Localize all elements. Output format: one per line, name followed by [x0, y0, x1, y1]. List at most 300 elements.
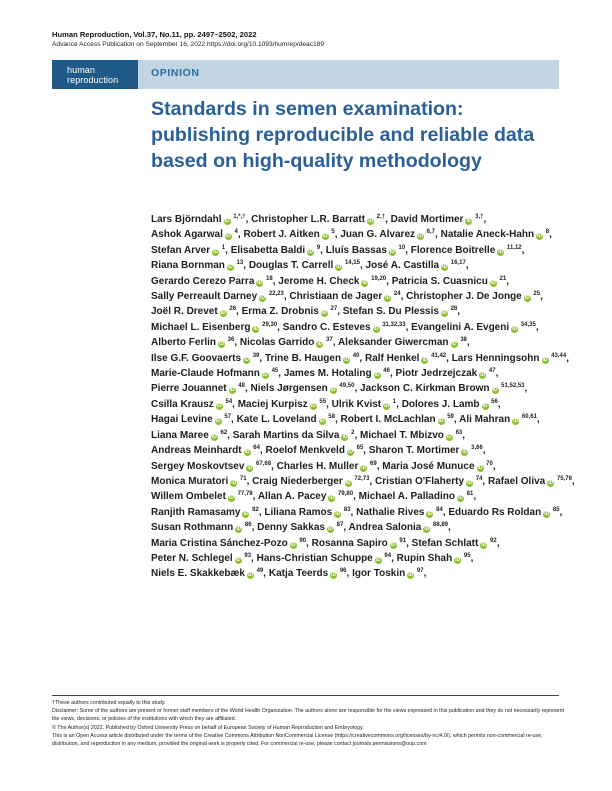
author-name: Christopher L.R. Barratt: [251, 214, 366, 225]
affiliation-marker: 39: [251, 352, 260, 359]
author-name: Csilla Krausz: [151, 398, 214, 410]
affiliation-marker: 1: [391, 398, 397, 405]
affiliation-marker: 40: [351, 352, 360, 359]
author-name: Maciej Kurpisz: [237, 398, 308, 410]
orcid-icon[interactable]: iD: [467, 479, 473, 486]
affiliation-marker: 6,7: [425, 229, 436, 236]
orcid-icon[interactable]: iD: [227, 264, 233, 271]
author-entry: Lars Henningsohn iD $^{43,44}$,: [451, 352, 569, 364]
affiliation-marker: 43,44: [549, 352, 567, 359]
orcid-icon[interactable]: iD: [466, 218, 472, 224]
orcid-icon[interactable]: iD: [361, 464, 367, 471]
affiliation-marker: 55: [317, 398, 327, 405]
author-entry: Rosanna Sapiro iD $^{91}$,: [311, 537, 409, 549]
author-name: Erma Z. Drobnis: [241, 306, 319, 318]
orcid-icon[interactable]: iD: [368, 218, 374, 224]
affiliation-marker: 70: [484, 460, 493, 467]
orcid-icon[interactable]: iD: [362, 279, 368, 286]
footnotes: [52, 699, 564, 748]
author-name: Ralf Henkel: [364, 352, 420, 364]
author-entry: Liana Maree iD $^{62}$,: [151, 429, 230, 441]
author-name: Sharon T. Mortimer: [368, 445, 460, 457]
footnote-paragraph: †These authors contributed equally to this study.: [52, 700, 166, 706]
author-name: Cristian O'Flaherty: [374, 475, 465, 487]
author-entry: Katja Teerds iD $^{96}$,: [268, 568, 350, 580]
author-name: Rafael Oliva: [487, 475, 546, 487]
author-name: Christiaan de Jager: [289, 291, 383, 303]
author-name: Douglas T. Carrell: [248, 260, 334, 272]
author-entry: Gerardo Cerezo Parra iD $^{18}$,: [151, 275, 276, 287]
orcid-icon[interactable]: iD: [253, 325, 259, 332]
affiliation-marker: 74: [474, 475, 483, 482]
orcid-icon[interactable]: iD: [235, 556, 241, 563]
orcid-icon[interactable]: iD: [225, 233, 231, 240]
orcid-icon[interactable]: iD: [384, 402, 390, 409]
author-name: Susan Rothmann: [151, 522, 234, 534]
author-entry: Igor Toskin iD $^{97}$,: [352, 568, 427, 580]
author-name: Monica Muratori: [151, 475, 229, 487]
author-entry: Kate L. Loveland iD $^{58}$,: [236, 414, 338, 426]
affiliation-marker: 16,17: [449, 260, 466, 267]
orcid-icon[interactable]: iD: [215, 418, 221, 425]
orcid-icon[interactable]: iD: [344, 356, 350, 363]
author-name: Nathalie Rives: [356, 506, 425, 518]
author-name: Ilse G.F. Goovaerts: [151, 352, 242, 364]
orcid-icon[interactable]: iD: [446, 433, 452, 440]
author-entry: Piotr Jedrzejczak iD $^{47}$,: [395, 368, 499, 380]
orcid-icon[interactable]: iD: [231, 479, 237, 486]
affiliation-marker: 92: [488, 537, 497, 544]
affiliation-marker: 95: [462, 552, 471, 559]
author-name: Craig Niederberger: [252, 475, 343, 487]
orcid-icon[interactable]: iD: [262, 372, 268, 379]
orcid-icon[interactable]: iD: [322, 233, 328, 240]
orcid-icon[interactable]: iD: [216, 402, 222, 409]
author-name: Ranjith Ramasamy: [151, 506, 241, 518]
author-entry: Marie-Claude Hofmann iD $^{45}$,: [151, 368, 282, 380]
affiliation-marker: 48: [236, 383, 245, 390]
affiliation-marker: 21: [497, 275, 507, 282]
author-entry: Ranjith Ramasamy iD $^{82}$,: [151, 506, 262, 518]
author-name: Robert J. Aitken: [243, 229, 320, 241]
author-name: Sally Perreault Darney: [151, 291, 258, 303]
affiliation-marker: 26: [227, 306, 237, 313]
orcid-icon[interactable]: iD: [213, 248, 219, 255]
affiliation-marker: 28: [448, 306, 458, 313]
author-entry: Erma Z. Drobnis iD $^{27}$,: [241, 306, 340, 318]
author-entry: Sergey Moskovtsev iD $^{67,68}$,: [151, 460, 274, 472]
author-name: Lars Henningsohn: [451, 352, 540, 364]
orcid-icon[interactable]: iD: [542, 356, 548, 363]
author-entry: Sandro C. Esteves iD $^{31,32,33}$,: [282, 321, 409, 333]
author-name: Christopher J. De Jonge: [406, 291, 522, 303]
affiliation-marker: 11,12: [505, 244, 522, 251]
author-entry: Maciej Kurpisz iD $^{55}$,: [237, 398, 329, 410]
affiliation-marker: 71: [238, 475, 247, 482]
author-name: Florence Boitrelle: [410, 244, 496, 256]
affiliation-marker: 97: [415, 568, 424, 575]
author-entry: Evangelini A. Evgeni iD $^{34,35}$,: [411, 321, 539, 333]
author-entry: Liliana Ramos iD $^{83}$,: [264, 506, 354, 518]
author-entry: Trine B. Haugen iD $^{40}$,: [264, 352, 363, 364]
author-entry: Craig Niederberger iD $^{72,73}$,: [252, 475, 373, 487]
author-entry: Allan A. Pacey iD $^{79,80}$,: [257, 491, 356, 503]
orcid-icon[interactable]: iD: [236, 526, 242, 533]
author-entry: Cristian O'Flaherty iD $^{74}$,: [374, 475, 486, 487]
affiliation-marker: 31,32,33: [380, 321, 406, 328]
author-entry: Christopher L.R. Barratt iD $^{2,\dagger}$,: [251, 214, 388, 225]
author-name: Gerardo Cerezo Parra: [151, 275, 255, 287]
affiliation-marker: 96: [338, 568, 347, 575]
affiliation-marker: 1,*,†: [231, 214, 246, 220]
orcid-icon[interactable]: iD: [220, 310, 226, 317]
affiliation-marker: 94: [382, 552, 392, 559]
affiliation-marker: 10: [396, 244, 406, 251]
orcid-icon[interactable]: iD: [374, 372, 380, 379]
orcid-icon[interactable]: iD: [544, 510, 550, 517]
author-entry: Susan Rothmann iD $^{86}$,: [151, 522, 255, 534]
affiliation-marker: 82: [250, 506, 259, 513]
affiliation-marker: 79,80: [336, 491, 354, 498]
affiliation-marker: 84: [434, 506, 443, 513]
author-entry: Jerome H. Check iD $^{19,20}$,: [278, 275, 389, 287]
orcid-icon[interactable]: iD: [548, 479, 554, 486]
affiliation-marker: 64: [251, 445, 260, 452]
author-name: Ulrik Kvist: [331, 398, 382, 410]
orcid-icon[interactable]: iD: [331, 572, 337, 579]
orcid-icon[interactable]: iD: [347, 449, 353, 456]
author-entry: Andreas Meinhardt iD $^{64}$,: [151, 445, 263, 457]
author-entry: Michael L. Eisenberg iD $^{29,30}$,: [151, 321, 280, 333]
affiliation-marker: 67,68: [254, 460, 272, 467]
orcid-icon[interactable]: iD: [247, 464, 253, 471]
author-entry: Stefan Schlatt iD $^{92}$,: [411, 537, 500, 549]
affiliation-marker: 63: [453, 429, 463, 436]
author-name: Evangelini A. Evgeni: [411, 321, 510, 333]
author-entry: Charles H. Muller iD $^{69}$,: [276, 460, 380, 472]
orcid-icon[interactable]: iD: [327, 526, 333, 533]
author-name: Lluís Bassas: [325, 244, 387, 256]
affiliation-marker: 90: [297, 537, 307, 544]
affiliation-marker: 29,30: [260, 321, 278, 328]
author-entry: Natalie Aneck-Hahn iD $^8$,: [440, 229, 552, 241]
affiliation-marker: 46: [381, 368, 390, 375]
author-entry: Florence Boitrelle iD $^{11,12}$,: [410, 244, 525, 256]
author-name: Niels E. Skakkebæk: [151, 568, 245, 580]
orcid-icon[interactable]: iD: [247, 572, 253, 579]
author-entry: Sarah Martins da Silva iD $^2$,: [232, 429, 358, 441]
affiliation-marker: 1: [220, 244, 226, 251]
orcid-icon[interactable]: iD: [513, 418, 519, 425]
author-name: Stefan Schlatt: [411, 537, 479, 549]
orcid-icon[interactable]: iD: [477, 464, 483, 471]
orcid-icon[interactable]: iD: [336, 264, 342, 271]
author-name: Andreas Meinhardt: [151, 445, 242, 457]
affiliation-marker: 75,76: [555, 475, 572, 482]
author-list: [151, 211, 576, 581]
affiliation-marker: 24: [392, 291, 401, 298]
affiliation-marker: 2,†: [375, 214, 386, 220]
journal-citation: Human Reproduction, Vol.37, No.11, pp. 2497–2502, 2022: [52, 30, 257, 39]
author-entry: Dolores J. Lamb iD $^{56}$,: [401, 398, 501, 410]
author-entry: Sally Perreault Darney iD $^{22,23}$,: [151, 291, 287, 303]
access-publication-line: Advance Access Publication on September 16, 2022 https://doi.org/10.1093/humrep/deac189: [52, 41, 324, 48]
author-entry: Hans-Christian Schuppe iD $^{94}$,: [256, 552, 394, 564]
author-entry: Riana Bornman iD $^{13}$,: [151, 260, 247, 272]
orcid-icon[interactable]: iD: [319, 418, 325, 425]
author-name: Sergey Moskovtsev: [151, 460, 245, 472]
orcid-icon[interactable]: iD: [442, 264, 448, 271]
orcid-icon[interactable]: iD: [243, 510, 249, 517]
author-name: Allan A. Pacey: [257, 491, 327, 503]
affiliation-marker: 62: [218, 429, 228, 436]
affiliation-marker: 47: [487, 368, 496, 375]
author-name: Robert I. McLachlan: [340, 414, 436, 426]
section-banner: [52, 60, 559, 89]
author-name: Andrea Salonia: [348, 522, 422, 534]
author-name: Ali Mahran: [459, 414, 511, 426]
affiliation-marker: 81: [464, 491, 474, 498]
affiliation-marker: 13: [234, 260, 244, 267]
affiliation-marker: 59: [445, 414, 454, 421]
orcid-icon[interactable]: iD: [317, 341, 323, 348]
orcid-icon[interactable]: iD: [321, 310, 327, 317]
author-entry: Pierre Jouannet iD $^{48}$,: [151, 383, 248, 395]
author-name: Elisabetta Baldi: [230, 244, 306, 256]
author-name: Rosanna Sapiro: [311, 537, 388, 549]
author-entry: Csilla Krausz iD $^{54}$,: [151, 398, 235, 410]
author-entry: Jackson C. Kirkman Brown iD $^{51,52,53}$,: [360, 383, 528, 395]
orcid-icon[interactable]: iD: [451, 341, 457, 348]
orcid-icon[interactable]: iD: [438, 418, 444, 425]
orcid-icon[interactable]: iD: [375, 556, 381, 563]
affiliation-marker: 54: [223, 398, 233, 405]
orcid-icon[interactable]: iD: [389, 248, 395, 255]
affiliation-marker: 87: [334, 522, 344, 529]
author-name: Riana Bornman: [151, 260, 225, 272]
footnote-paragraph: © The Author(s) 2022. Published by Oxford University Press on behalf of European Society of Human Reproduction and Embryology.: [52, 724, 364, 731]
orcid-icon[interactable]: iD: [422, 356, 428, 363]
section-bar: [138, 60, 559, 89]
affiliation-marker: 14,15: [343, 260, 360, 267]
author-entry: Michael T. Mbizvo iD $^{63}$,: [360, 429, 466, 441]
affiliation-marker: 38: [458, 337, 467, 344]
author-entry: Douglas T. Carrell iD $^{14,15}$,: [248, 260, 363, 272]
orcid-icon[interactable]: iD: [462, 449, 468, 456]
author-entry: Joël R. Drevet iD $^{26}$,: [151, 306, 239, 318]
orcid-icon[interactable]: iD: [257, 279, 263, 286]
orcid-icon[interactable]: iD: [373, 325, 379, 332]
orcid-icon[interactable]: iD: [441, 310, 447, 317]
affiliation-marker: 19,20: [369, 275, 387, 282]
orcid-icon[interactable]: iD: [390, 541, 396, 548]
author-entry: Maria José Munuce iD $^{70}$,: [382, 460, 496, 472]
author-name: Liliana Ramos: [264, 506, 333, 518]
section-label: OPINION: [151, 67, 200, 79]
author-name: José A. Castilla: [365, 260, 440, 272]
author-name: Joël R. Drevet: [151, 306, 218, 318]
author-name: Alberto Ferlin: [151, 337, 217, 349]
author-entry: Nicolas Garrido iD $^{37}$,: [239, 337, 336, 349]
orcid-icon[interactable]: iD: [482, 402, 488, 409]
orcid-icon[interactable]: iD: [345, 479, 351, 486]
author-entry: Stefan Arver iD $^1$,: [151, 244, 228, 256]
orcid-icon[interactable]: iD: [490, 279, 496, 286]
orcid-icon[interactable]: iD: [290, 541, 296, 548]
orcid-icon[interactable]: iD: [537, 233, 543, 240]
author-entry: Elisabetta Baldi iD $^9$,: [230, 244, 323, 256]
author-entry: Peter N. Schlegel iD $^{93}$,: [151, 552, 254, 564]
author-entry: Rupin Shah iD $^{95}$,: [396, 552, 474, 564]
orcid-icon[interactable]: iD: [244, 356, 250, 363]
author-name: Michael T. Mbizvo: [360, 429, 444, 441]
footnote-paragraph: Disclaimer: Some of the authors are present or former staff members of the World Health Organization. The authors alone are responsible for the views expressed in this publication and they do not necessarily represent the views, decisions, or policies of the institutions with which they are affiliated.: [52, 708, 565, 723]
orcid-icon[interactable]: iD: [244, 449, 250, 456]
affiliation-marker: 5: [329, 229, 335, 236]
author-entry: José A. Castilla iD $^{16,17}$,: [365, 260, 469, 272]
author-name: Aleksander Giwercman: [337, 337, 449, 349]
orcid-icon[interactable]: iD: [385, 295, 391, 302]
author-name: Roelof Menkveld: [265, 445, 345, 457]
affiliation-marker: 85: [551, 506, 560, 513]
author-entry: Niels E. Skakkebæk iD $^{49}$,: [151, 568, 267, 580]
footnote-paragraph: This is an Open Access article distributed under the terms of the Creative Commons Attribution NonCommercial License (https://creativecommons.org/licenses/by-nc/4.0/), which permits non-commercial re-use, distribution, and reproduction in any medium, provided the original work is properly cited. For commercial re-use, please contact journals.permissions@oup.com: [52, 732, 543, 748]
author-name: Denny Sakkas: [257, 522, 325, 534]
author-entry: Monica Muratori iD $^{71}$,: [151, 475, 250, 487]
orcid-icon[interactable]: iD: [408, 572, 414, 579]
author-entry: Juan G. Alvarez iD $^{6,7}$,: [340, 229, 438, 241]
author-entry: Christiaan de Jager iD $^{24}$,: [289, 291, 404, 303]
author-entry: Ali Mahran iD $^{60,61}$,: [459, 414, 540, 426]
affiliation-marker: 93: [242, 552, 252, 559]
affiliation-marker: 72,73: [352, 475, 370, 482]
orcid-icon[interactable]: iD: [260, 295, 266, 302]
author-name: Willem Ombelet: [151, 491, 226, 503]
orcid-icon[interactable]: iD: [457, 495, 463, 502]
orcid-icon[interactable]: iD: [498, 248, 504, 255]
author-entry: Michael A. Palladino iD $^{81}$,: [358, 491, 477, 503]
author-name: Hagai Levine: [151, 414, 213, 426]
author-name: Stefan Arver: [151, 244, 211, 256]
affiliation-marker: 86: [243, 522, 252, 529]
affiliation-marker: 58: [326, 414, 335, 421]
author-entry: Ashok Agarwal iD $^4$,: [151, 229, 241, 241]
author-name: Marie-Claude Hofmann: [151, 368, 260, 380]
affiliation-marker: 60,61: [520, 414, 537, 421]
orcid-icon[interactable]: iD: [211, 433, 217, 440]
author-entry: Lars Björndahl iD $^{1,*,\dagger}$,: [151, 214, 249, 225]
affiliation-marker: 69: [368, 460, 377, 467]
orcid-icon[interactable]: iD: [342, 433, 348, 440]
orcid-icon[interactable]: iD: [219, 341, 225, 348]
orcid-icon[interactable]: iD: [427, 510, 433, 517]
author-entry: Ulrik Kvist iD $^1$,: [331, 398, 399, 410]
author-entry: James M. Hotaling iD $^{46}$,: [283, 368, 393, 380]
author-entry: Andrea Salonia iD $^{88,89}$,: [348, 522, 451, 534]
affiliation-marker: 3,†: [473, 214, 484, 220]
author-name: Peter N. Schlegel: [151, 552, 233, 564]
author-name: Katja Teerds: [268, 568, 329, 580]
author-entry: Denny Sakkas iD $^{87}$,: [257, 522, 347, 534]
affiliation-marker: 25: [531, 291, 541, 298]
logo-text-line1: human: [67, 65, 96, 75]
affiliation-marker: 51,52,53: [499, 383, 525, 390]
affiliation-marker: 41,42: [429, 352, 447, 359]
author-name: Sarah Martins da Silva: [232, 429, 340, 441]
affiliation-marker: 49: [254, 568, 264, 575]
author-name: Sandro C. Esteves: [282, 321, 371, 333]
author-name: Dolores J. Lamb: [401, 398, 480, 410]
author-name: Piotr Jedrzejczak: [395, 368, 478, 380]
affiliation-marker: 88,89: [431, 522, 449, 529]
journal-logo: [52, 60, 138, 89]
author-name: Nicolas Garrido: [239, 337, 315, 349]
author-name: Niels Jørgensen: [250, 383, 328, 395]
orcid-icon[interactable]: iD: [229, 387, 235, 394]
author-entry: Aleksander Giwercman iD $^{38}$,: [337, 337, 470, 349]
author-name: Eduardo Rs Roldan: [448, 506, 542, 518]
author-name: Liana Maree: [151, 429, 209, 441]
author-entry: Sharon T. Mortimer iD $^{3,66}$,: [368, 445, 486, 457]
author-name: Igor Toskin: [352, 568, 406, 580]
author-entry: Robert J. Aitken iD $^5$,: [243, 229, 338, 241]
logo-text-line2: reproduction: [67, 75, 119, 85]
orcid-icon[interactable]: iD: [330, 387, 336, 394]
affiliation-marker: 83: [342, 506, 351, 513]
author-name: Rupin Shah: [396, 552, 453, 564]
orcid-icon[interactable]: iD: [455, 556, 461, 563]
author-entry: Rafael Oliva iD $^{75,76}$,: [487, 475, 575, 487]
affiliation-marker: 18: [264, 275, 273, 282]
author-entry: Niels Jørgensen iD $^{49,50}$,: [250, 383, 358, 395]
author-name: Kate L. Loveland: [236, 414, 317, 426]
author-entry: Lluís Bassas iD $^{10}$,: [325, 244, 409, 256]
author-entry: Patricia S. Cuasnicu iD $^{21}$,: [391, 275, 509, 287]
author-name: James M. Hotaling: [283, 368, 372, 380]
author-name: Michael A. Palladino: [358, 491, 455, 503]
orcid-icon[interactable]: iD: [492, 387, 498, 394]
orcid-icon[interactable]: iD: [418, 233, 424, 240]
orcid-icon[interactable]: iD: [512, 325, 518, 332]
affiliation-marker: 9: [315, 244, 321, 251]
affiliation-marker: 34,35: [519, 321, 536, 328]
orcid-icon[interactable]: iD: [335, 510, 341, 517]
author-name: Trine B. Haugen: [264, 352, 342, 364]
author-name: Jackson C. Kirkman Brown: [360, 383, 490, 395]
author-name: Maria Cristina Sánchez-Pozo: [151, 537, 288, 549]
orcid-icon[interactable]: iD: [524, 295, 530, 302]
author-entry: Stefan S. Du Plessis iD $^{28}$,: [342, 306, 461, 318]
author-name: Ashok Agarwal: [151, 229, 223, 241]
author-name: David Mortimer: [390, 214, 464, 225]
affiliation-marker: 77,78: [235, 491, 253, 498]
orcid-icon[interactable]: iD: [310, 402, 316, 409]
orcid-icon[interactable]: iD: [228, 495, 234, 502]
orcid-icon[interactable]: iD: [424, 526, 430, 533]
author-entry: Maria Cristina Sánchez-Pozo iD $^{90}$,: [151, 537, 309, 549]
affiliation-marker: 8: [544, 229, 550, 236]
orcid-icon[interactable]: iD: [308, 248, 314, 255]
author-entry: Roelof Menkveld iD $^{65}$,: [265, 445, 367, 457]
affiliation-marker: 65: [354, 445, 364, 452]
author-name: Patricia S. Cuasnicu: [391, 275, 488, 287]
orcid-icon[interactable]: iD: [329, 495, 335, 502]
orcid-icon[interactable]: iD: [224, 218, 230, 224]
author-entry: Hagai Levine iD $^{57}$,: [151, 414, 234, 426]
orcid-icon[interactable]: iD: [481, 541, 487, 548]
orcid-icon[interactable]: iD: [480, 372, 486, 379]
author-name: Charles H. Muller: [276, 460, 359, 472]
